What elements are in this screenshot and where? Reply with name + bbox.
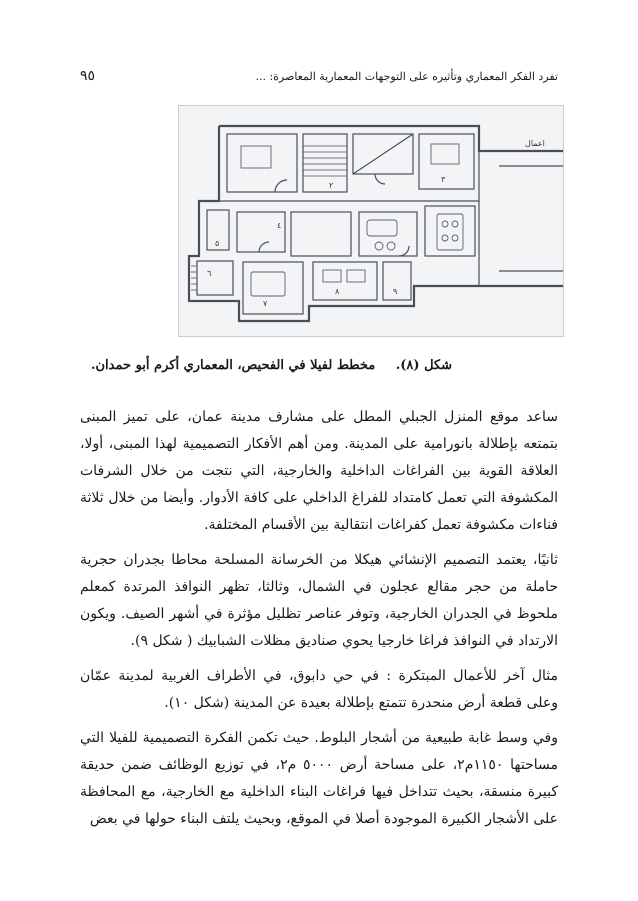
room-label: ٨ (335, 287, 340, 296)
running-title: تفرد الفكر المعماري وتأثيره على التوجهات المعمارية المعاصرة: ... (255, 70, 558, 83)
paragraph: ساعد موقع المنزل الجبلي المطل على مشارف مدينة عمان، على تميز المبنى بتمتعه بإطلالة بانورامية على المدينة. ومن أهم الأفكار التصميمية لهذا المبنى، أولا، العلاقة القوية بين الفراغات الداخلية والخارجية، التي نتجت من خلال الشرفات المكشوفة التي تعمل كامتداد للفراغ الداخلي على كافة الأدوار. وأيضا من خلال ثلاثة فناءات مكشوفة تعمل كفراغات انتقالية بين الأقسام المختلفة. (80, 409, 558, 533)
floor-plan-drawing (179, 106, 563, 336)
caption-text: مخطط لفيلا في الفحيص، المعماري أكرم أبو حمدان. (90, 358, 376, 373)
figure-label: اعمال (525, 139, 545, 148)
figure-number: شكل (٨). (395, 358, 452, 373)
room-label: ٩ (393, 287, 398, 296)
room-label: ٧ (263, 299, 268, 308)
room-label: ٤ (277, 221, 282, 230)
figure-caption (80, 358, 452, 373)
floor-plan-figure (178, 105, 564, 337)
room-label: ٦ (207, 269, 212, 278)
paragraph: وفي وسط غابة طبيعية من أشجار البلوط. حيث تكمن الفكرة التصميمية للفيلا التي مساحتها ١١٥٠م٢، على مساحة أرض ٥٠٠٠ م٢، في توزيع الوظائف ضمن حديقة كبيرة منسقة، بحيث تتداخل فيها فراغات البناء الداخلية مع الخارجية، مع المحافظة على الأشجار الكبيرة الموجودة أصلا في الموقع، وبحيث يلتف البناء حولها في بعض (80, 730, 559, 827)
page-header (80, 66, 558, 88)
room-label: ٥ (215, 239, 220, 248)
page-number: ٩٥ (80, 68, 96, 84)
paragraph: ثانيًا، يعتمد التصميم الإنشائي هيكلا من الخرسانة المسلحة محاطا بجدران حجرية حاملة من حجر مقالع عجلون في الشمال، وثالثا، تظهر النوافذ المرتدة كمعلم ملحوظ في الجدران الخارجية، وتوفر عناصر تظليل مؤثرة في أشهر الصيف. ويكون الارتداد في النوافذ فراغا خارجيا يحوي صناديق مظلات الشبابيك ( شكل ٩). (80, 552, 558, 649)
room-label: ٢ (329, 181, 334, 190)
paragraph: مثال آخر للأعمال المبتكرة : في حي دابوق، في الأطراف الغربية لمدينة عمّان وعلى قطعة أرض منحدرة تتمتع بإطلالة بعيدة عن المدينة (شكل ١٠). (80, 668, 558, 711)
body-text (80, 404, 558, 841)
room-label: ٣ (441, 175, 446, 184)
